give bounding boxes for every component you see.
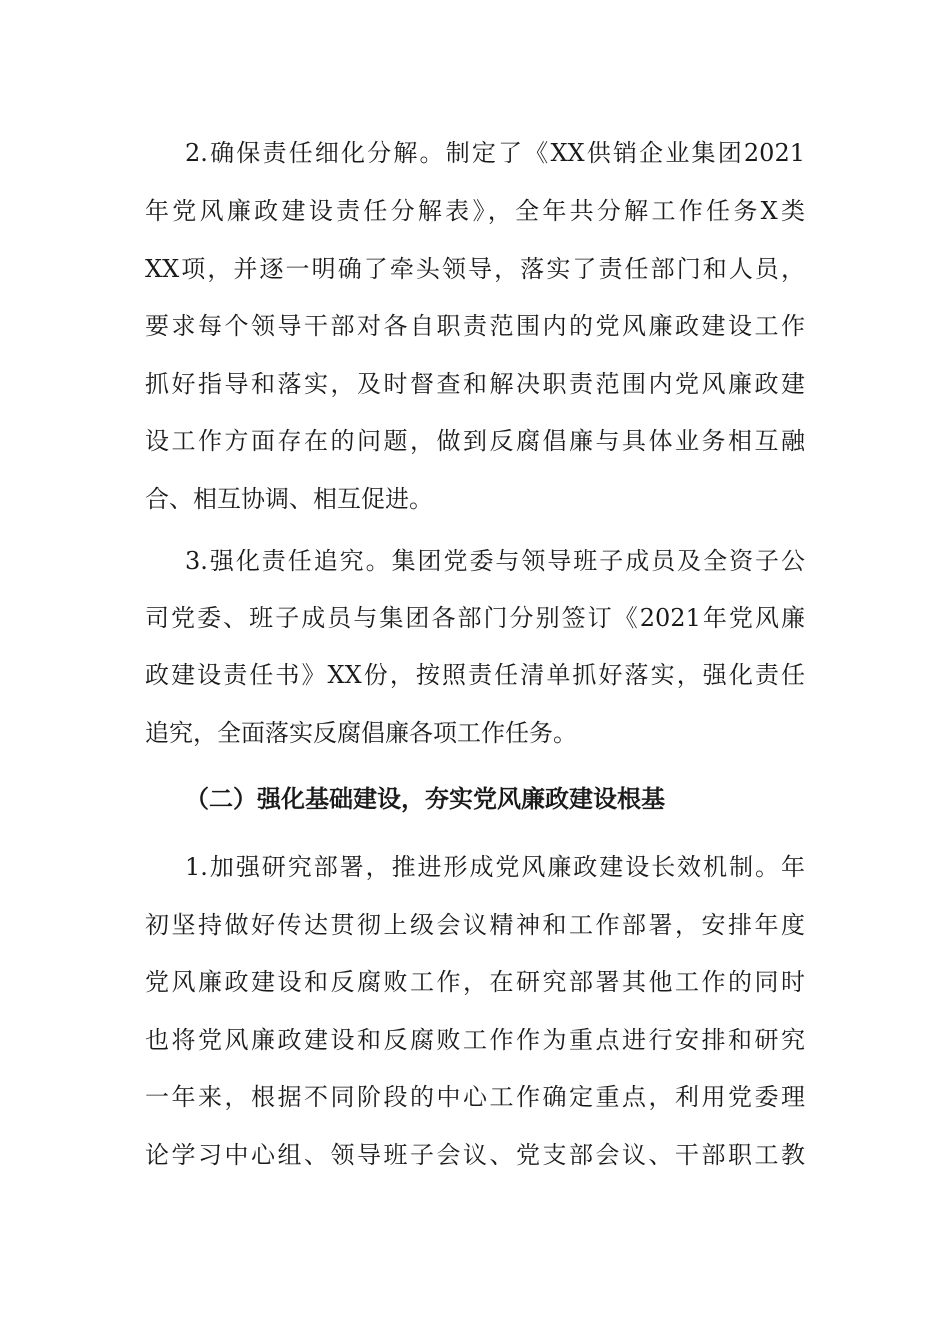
paragraph-line: 设工作方面存在的问题，做到反腐倡廉与具体业务相互融 [145,427,805,455]
paragraph-line: 1.加强研究部署，推进形成党风廉政建设长效机制。年 [185,853,805,881]
paragraph-line: 司党委、班子成员与集团各部门分别签订《2021年党风廉 [145,604,805,632]
paragraph-line: XX项，并逐一明确了牵头领导，落实了责任部门和人员， [145,255,805,283]
paragraph-line: 抓好指导和落实，及时督查和解决职责范围内党风廉政建 [145,370,805,398]
section-heading: （二）强化基础建设，夯实党风廉政建设根基 [185,784,665,813]
paragraph-line: 追究，全面落实反腐倡廉各项工作任务。 [145,719,577,747]
paragraph-line: 政建设责任书》XX份，按照责任清单抓好落实，强化责任 [145,661,805,689]
paragraph-line: 也将党风廉政建设和反腐败工作作为重点进行安排和研究 [145,1026,805,1054]
paragraph-line: 党风廉政建设和反腐败工作，在研究部署其他工作的同时 [145,968,805,996]
paragraph-line: 3.强化责任追究。集团党委与领导班子成员及全资子公 [185,547,805,575]
paragraph-line: 初坚持做好传达贯彻上级会议精神和工作部署，安排年度 [145,911,805,939]
paragraph-line: 要求每个领导干部对各自职责范围内的党风廉政建设工作 [145,312,805,340]
paragraph-line: 年党风廉政建设责任分解表》，全年共分解工作任务X类 [145,197,805,225]
paragraph-line: 论学习中心组、领导班子会议、党支部会议、干部职工教 [145,1141,805,1169]
paragraph-line: 一年来，根据不同阶段的中心工作确定重点，利用党委理 [145,1083,805,1111]
paragraph-line: 2.确保责任细化分解。制定了《XX供销企业集团2021 [185,139,805,167]
paragraph-line: 合、相互协调、相互促进。 [145,485,433,513]
